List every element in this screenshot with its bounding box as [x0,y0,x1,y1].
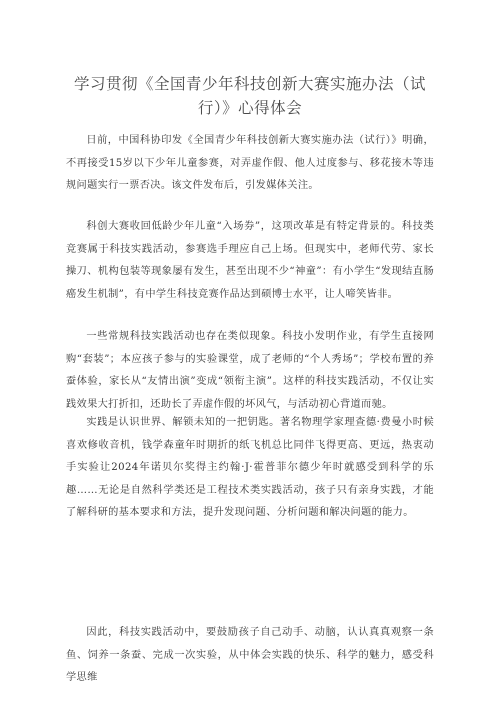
paragraph-2: 科创大赛收回低龄少年儿童“入场券”，这项改革是有特定背景的。科技类竞赛属于科技实践活动，参赛选手理应自己上场。但现实中，老师代劳、家长操刀、机构包装等现象屡有发生，甚至出现不少“神童”：有小学生“发现结直肠癌发生机制”，有中学生科技竞赛作品达到硕博士水平，让人啼笑皆非。 [66,221,434,300]
paragraph-1: 日前，中国科协印发《全国青少年科技创新大赛实施办法（试行）》明确，不再接受15岁以下少年儿童参赛，对弄虚作假、他人过度参与、移花接木等违规问题实行一票否决。该文件发布后，引发媒体关注。 [66,135,434,191]
paragraph-5: 因此，科技实践活动中，要鼓励孩子自己动手、动脑，认认真真观察一条鱼、饲养一条蚕、完成一次实验，从中体会实践的快乐、科学的魅力，感受科学思维 [66,627,434,683]
paragraph-3: 一些常规科技实践活动也存在类似现象。科技小发明作业，有学生直接网购“套装”；本应孩子参与的实验课堂，成了老师的“个人秀场”；学校布置的养蚕体验，家长从“友情出演”变成“领衔主演”。这样的科技实践活动，不仅让实践效果大打折扣，还助长了弄虚作假的坏风气，与活动初心背道而驰。 [66,331,434,410]
paragraph-4: 实践是认识世界、解锁未知的一把钥匙。著名物理学家理查德·费曼小时候喜欢修收音机，钱学森童年时期折的纸飞机总比同伴飞得更高、更远，热衷动手实验让2024年诺贝尔奖得主约翰·J·霍普菲尔德少年时就感受到科学的乐趣……无论是自然科学类还是工程技术类实践活动，孩子只有亲身实践，才能了解科研的基本要求和方法，提升发现问题、分析问题和解决问题的能力。 [66,417,434,518]
document-title: 学习贯彻《全国青少年科技创新大赛实施办法（试行）》心得体会 [73,75,426,117]
